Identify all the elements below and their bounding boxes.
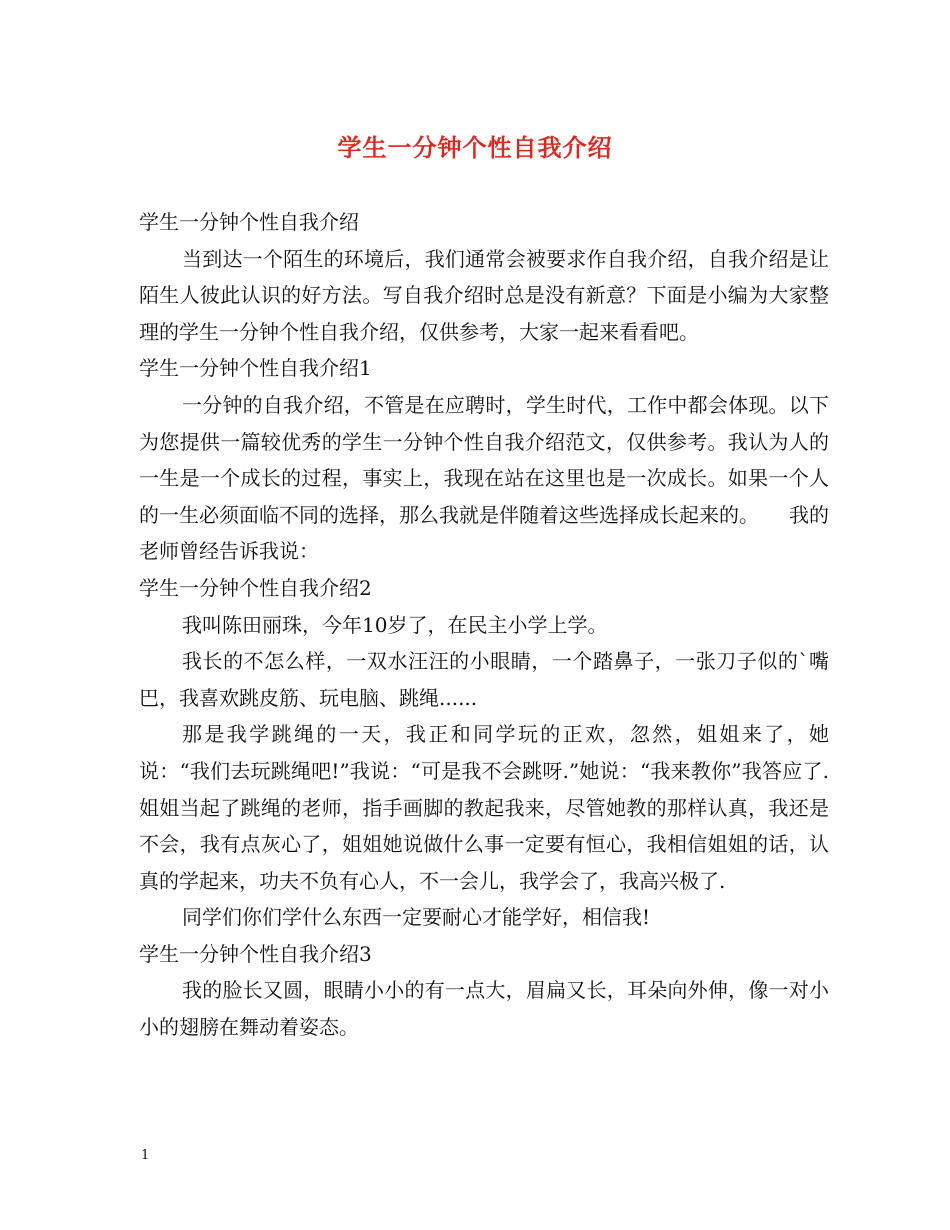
paragraph: 那是我学跳绳的一天，我正和同学玩的正欢，忽然，姐姐来了，她说：“我们去玩跳绳吧!”我说：“可是我不会跳呀.”她说：“我来教你”我答应了.姐姐当起了跳绳的老师，指手画脚的教起我来，尽管她教的那样认真，我还是不会，我有点灰心了，姐姐她说做什么事一定要有恒心，我相信姐姐的话，认真的学起来，功夫不负有心人，不一会儿，我学会了，我高兴极了. bbox=[139, 722, 829, 893]
document-body bbox=[139, 204, 829, 1046]
paragraph: 我长的不怎么样，一双水汪汪的小眼睛，一个踏鼻子，一张刀子似的`嘴巴，我喜欢跳皮筋、玩电脑、跳绳...... bbox=[139, 649, 829, 710]
paragraph: 一分钟的自我介绍，不管是在应聘时，学生时代，工作中都会体现。以下为您提供一篇较优秀的学生一分钟个性自我介绍范文，仅供参考。我认为人的一生是一个成长的过程，事实上，我现在站在这里也是一次成长。如果一个人的一生必须面临不同的选择，那么我就是伴随着这些选择成长起来的。 我的老师曾经告诉我说： bbox=[139, 392, 829, 564]
paragraph: 我叫陈田丽珠，今年10岁了，在民主小学上学。 bbox=[182, 612, 608, 637]
paragraph: 同学们你们学什么东西一定要耐心才能学好，相信我! bbox=[182, 905, 651, 930]
section-heading: 学生一分钟个性自我介绍3 bbox=[139, 941, 372, 966]
page-number: 1 bbox=[141, 1148, 150, 1163]
section-heading: 学生一分钟个性自我介绍2 bbox=[139, 575, 372, 600]
page-title: 学生一分钟个性自我介绍 bbox=[337, 134, 613, 162]
intro-paragraph: 当到达一个陌生的环境后，我们通常会被要求作自我介绍，自我介绍是让陌生人彼此认识的好方法。写自我介绍时总是没有新意？下面是小编为大家整理的学生一分钟个性自我介绍，仅供参考，大家一起来看看吧。 bbox=[139, 246, 829, 344]
section-heading: 学生一分钟个性自我介绍1 bbox=[139, 356, 372, 381]
section-heading: 学生一分钟个性自我介绍 bbox=[139, 210, 359, 234]
paragraph: 我的脸长又圆，眼睛小小的有一点大，眉扁又长，耳朵向外伸，像一对小小的翅膀在舞动着姿态。 bbox=[139, 978, 829, 1040]
